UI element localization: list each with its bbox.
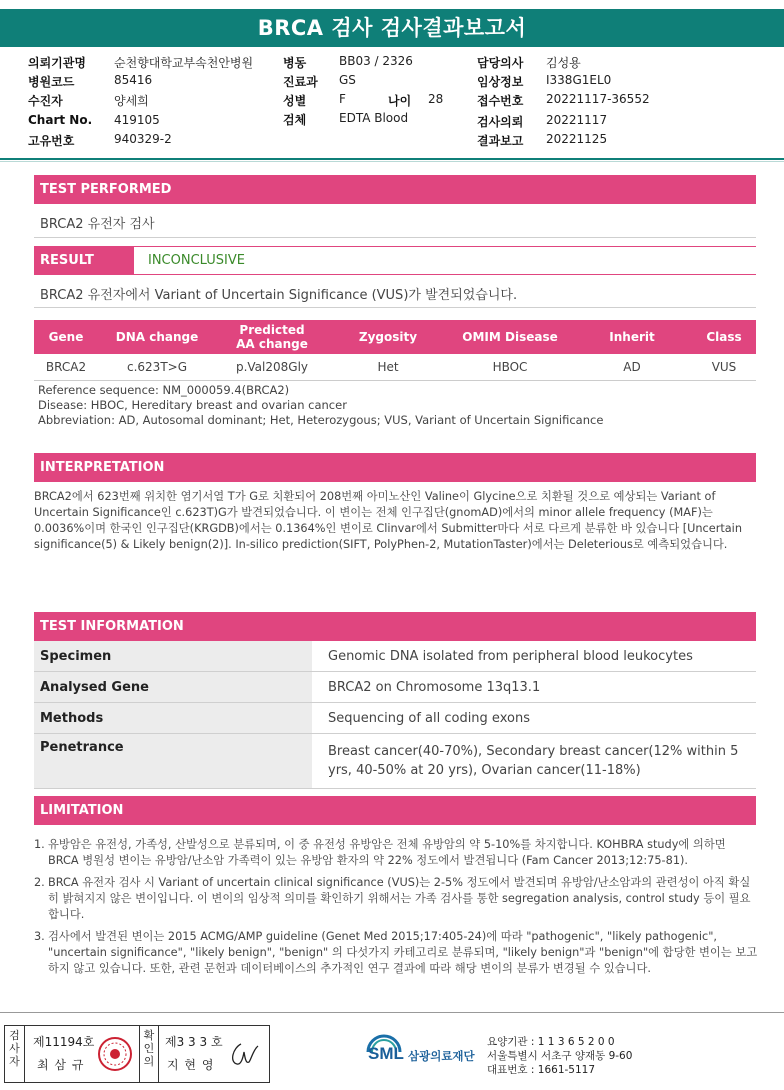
test-information-table — [34, 641, 756, 789]
confirm-name: 지 현 영 — [167, 1058, 215, 1072]
header-value: I338G1EL0 — [546, 73, 612, 87]
col-header: Inherit — [572, 320, 692, 354]
header-value: 940329-2 — [114, 132, 172, 146]
organization-logo — [362, 1030, 482, 1080]
tester-name: 최 삼 규 — [37, 1058, 85, 1072]
cell: BRCA2 — [34, 354, 98, 381]
header-label: 병동 — [283, 56, 307, 70]
confirm-label: 확인의 — [139, 1026, 159, 1082]
col-header: Class — [692, 320, 756, 354]
reference-notes — [38, 383, 603, 428]
col-header: OMIM Disease — [448, 320, 572, 354]
signature-box — [4, 1025, 270, 1083]
header-label: 검사의뢰 — [477, 115, 524, 129]
col-header: Zygosity — [328, 320, 448, 354]
org-address — [487, 1035, 632, 1077]
header-value: 20221117-36552 — [546, 92, 650, 106]
header-value: GS — [339, 73, 356, 87]
row-value: BRCA2 on Chromosome 13q13.1 — [312, 672, 756, 703]
address-line: 서울특별시 서초구 양재동 9-60 — [487, 1050, 633, 1062]
row-value: Sequencing of all coding exons — [312, 703, 756, 734]
variant-table — [34, 320, 756, 381]
seal-stamp-icon — [97, 1036, 133, 1072]
limitation-text: 검사에서 발견된 변이는 2015 ACMG/AMP guideline (Genet Med 2015;17:405-24)에 따라 "pathogenic", "likely pathogenic", "uncertain significance", "likely benign", "benign" 의 다섯가지 카테고리로 분류되며, "likely benign"과 "benign"에 합당한 변이는 보고하지 않고 있습니다. 또한, 관련 문헌과 데이터베이스의 추가적인 연구 결과에 따라 해당 변이의 분류가 변경될 수 있습니다. — [48, 930, 758, 975]
header-value: EDTA Blood — [339, 111, 409, 125]
header-label: 임상정보 — [477, 75, 524, 89]
header-divider — [0, 158, 784, 160]
result-summary: BRCA2 유전자에서 Variant of Uncertain Significance (VUS)가 발견되었습니다. — [40, 288, 518, 303]
divider — [34, 307, 756, 308]
header-row — [0, 113, 784, 132]
header-value: 양세희 — [114, 94, 149, 108]
list-item: 2. BRCA 유전자 검사 시 Variant of uncertain clinical significance (VUS)는 2-5% 정도에서 발견되며 유방암/난소암과의 관련성이 아직 확실히 밝혀지지 않은 변이입니다. 이 변이의 임상적 의미를 확인하기 위해서는 가족 검사를 통한 segregation analysis, control study 등이 필요합니다. — [34, 875, 758, 923]
col-header: DNA change — [98, 320, 216, 354]
header-label: 의뢰기관명 — [28, 56, 86, 70]
test-information-heading: TEST INFORMATION — [34, 612, 756, 641]
header-divider — [0, 161, 784, 162]
interpretation-heading: INTERPRETATION — [34, 453, 756, 482]
cell: c.623T>G — [98, 354, 216, 381]
note-line: Disease: HBOC, Hereditary breast and ovarian cancer — [38, 398, 347, 412]
header-value: 85416 — [114, 73, 153, 87]
list-item: 1. 유방암은 유전성, 가족성, 산발성으로 분류되며, 이 중 유전성 유방암은 전체 유방암의 약 5-10%를 차지합니다. KOHBRA study에 의하면 BRCA 병원성 변이는 유방암/난소암 가족력이 있는 유방암 환자의 약 22% 정도에서 발견됩니다 (Fam Cancer 2013;12:75-81). — [34, 837, 758, 869]
list-item: 3. 검사에서 발견된 변이는 2015 ACMG/AMP guideline (Genet Med 2015;17:405-24)에 따라 "pathogenic", "likely pathogenic", "uncertain significance", "likely benign", "benign" 의 다섯가지 카테고리로 분류되며, "likely benign"과 "benign"에 합당한 변이는 보고하지 않고 있습니다. 또한, 관련 문헌과 데이터베이스의 추가적인 연구 결과에 따라 해당 변이의 분류가 변경될 수 있습니다. — [34, 930, 758, 975]
report-title: BRCA 검사 검사결과보고서 — [0, 9, 784, 47]
cell: AD — [572, 354, 692, 381]
interpretation-text: BRCA2에서 623번째 위치한 염기서열 T가 G로 치환되어 208번째 아미노산인 Valine이 Glycine으로 치환될 것으로 예상되는 Variant of Uncertain Significance인 c.623T)G가 발견되었습니다. 이 변이는 전체 인구집단(gnomAD)에서의 minor allele frequency (MAF)는 0.0036%이며 한국인 인구집단(KRGDB)에서는 0.1364%인 변이로 Clinvar에서 Submitter마다 서로 다르게 분류한 바 있습니다 [Uncertain significance(5) & Likely benign(2)]. In-silico prediction(SIFT, PolyPhen-2, MutationTaster)에서는 Deleterious로 예측되었습니다. — [34, 490, 742, 551]
header-label: 결과보고 — [477, 134, 524, 148]
test-performed-heading: TEST PERFORMED — [34, 175, 756, 204]
header-value: 20221117 — [546, 113, 608, 127]
header-value: BB03 / 2326 — [339, 54, 413, 68]
row-key: Specimen — [34, 641, 312, 672]
header-label: 담당의사 — [477, 56, 524, 70]
header-label: 검체 — [283, 113, 307, 127]
table-row — [34, 641, 756, 672]
table-row — [34, 703, 756, 734]
limitation-text: 유방암은 유전성, 가족성, 산발성으로 분류되며, 이 중 유전성 유방암은 전체 유방암의 약 5-10%를 차지합니다. KOHBRA study에 의하면 BRCA 병원성 변이는 유방암/난소암 가족력이 있는 유방암 환자의 약 22% 정도에서 발견됩니다 (Fam Cancer 2013;12:75-81). — [48, 838, 726, 867]
footer-divider — [0, 1012, 784, 1013]
result-value: INCONCLUSIVE — [134, 246, 756, 275]
header-value: 419105 — [114, 113, 160, 127]
row-key: Penetrance — [34, 734, 312, 789]
table-row — [34, 734, 756, 789]
header-row — [0, 73, 784, 92]
header-label: 접수번호 — [477, 94, 524, 108]
signature-icon — [227, 1040, 261, 1070]
header-label: 병원코드 — [28, 75, 75, 89]
row-key: Analysed Gene — [34, 672, 312, 703]
tester-license: 제11194호 — [33, 1035, 95, 1049]
cell: HBOC — [448, 354, 572, 381]
org-logo-text: SML — [368, 1044, 404, 1063]
address-line: 대표번호 : 1661-5117 — [487, 1064, 596, 1076]
cell: p.Val208Gly — [216, 354, 328, 381]
test-performed-value: BRCA2 유전자 검사 — [40, 217, 155, 232]
table-row — [34, 354, 756, 381]
address-line: 요양기관 : 1 1 3 6 5 2 0 0 — [487, 1036, 615, 1048]
patient-header — [0, 54, 784, 154]
row-value: Breast cancer(40-70%), Secondary breast cancer(12% within 5 yrs, 40-50% at 20 yrs), Ovarian cancer(11-18%) — [312, 734, 756, 789]
col-header: Gene — [34, 320, 98, 354]
note-line: Abbreviation: AD, Autosomal dominant; Het, Heterozygous; VUS, Variant of Uncertain Significance — [38, 413, 604, 427]
limitation-list — [34, 837, 758, 983]
col-header-line: Predicted — [239, 323, 305, 337]
note-line: Reference sequence: NM_000059.4(BRCA2) — [38, 383, 290, 397]
header-label: 수진자 — [28, 94, 63, 108]
row-value: Genomic DNA isolated from peripheral blood leukocytes — [312, 641, 756, 672]
row-key: Methods — [34, 703, 312, 734]
col-header-line: AA change — [236, 337, 308, 351]
header-label: 진료과 — [283, 75, 318, 89]
col-header-predicted — [216, 320, 328, 354]
age-label: 나이 — [388, 94, 412, 108]
table-row — [34, 672, 756, 703]
divider — [34, 237, 756, 238]
header-value: 20221125 — [546, 132, 608, 146]
age-value: 28 — [428, 92, 444, 106]
limitation-text: BRCA 유전자 검사 시 Variant of uncertain clinical significance (VUS)는 2-5% 정도에서 발견되며 유방암/난소암과의 관련성이 아직 확실히 밝혀지지 않은 변이입니다. 이 변이의 임상적 의미를 확인하기 위해서는 가족 검사를 통한 segregation analysis, control study 등이 필요합니다. — [48, 876, 751, 921]
cell: Het — [328, 354, 448, 381]
result-label: RESULT — [34, 246, 134, 275]
header-row — [0, 54, 784, 73]
limitation-heading: LIMITATION — [34, 796, 756, 825]
header-row — [0, 92, 784, 111]
table-header-row — [34, 320, 756, 354]
header-value: 김성용 — [546, 56, 581, 70]
header-label: 고유번호 — [28, 134, 75, 148]
org-name: 삼광의료재단 — [408, 1049, 475, 1063]
header-value: 순천향대학교부속천안병원 — [114, 56, 254, 70]
confirm-license: 제3 3 3 호 — [165, 1035, 223, 1049]
header-row — [0, 132, 784, 151]
tester-label: 검사자 — [5, 1026, 25, 1082]
header-value: F — [339, 92, 346, 106]
cell: VUS — [692, 354, 756, 381]
header-label: Chart No. — [28, 113, 93, 127]
header-label: 성별 — [283, 94, 307, 108]
